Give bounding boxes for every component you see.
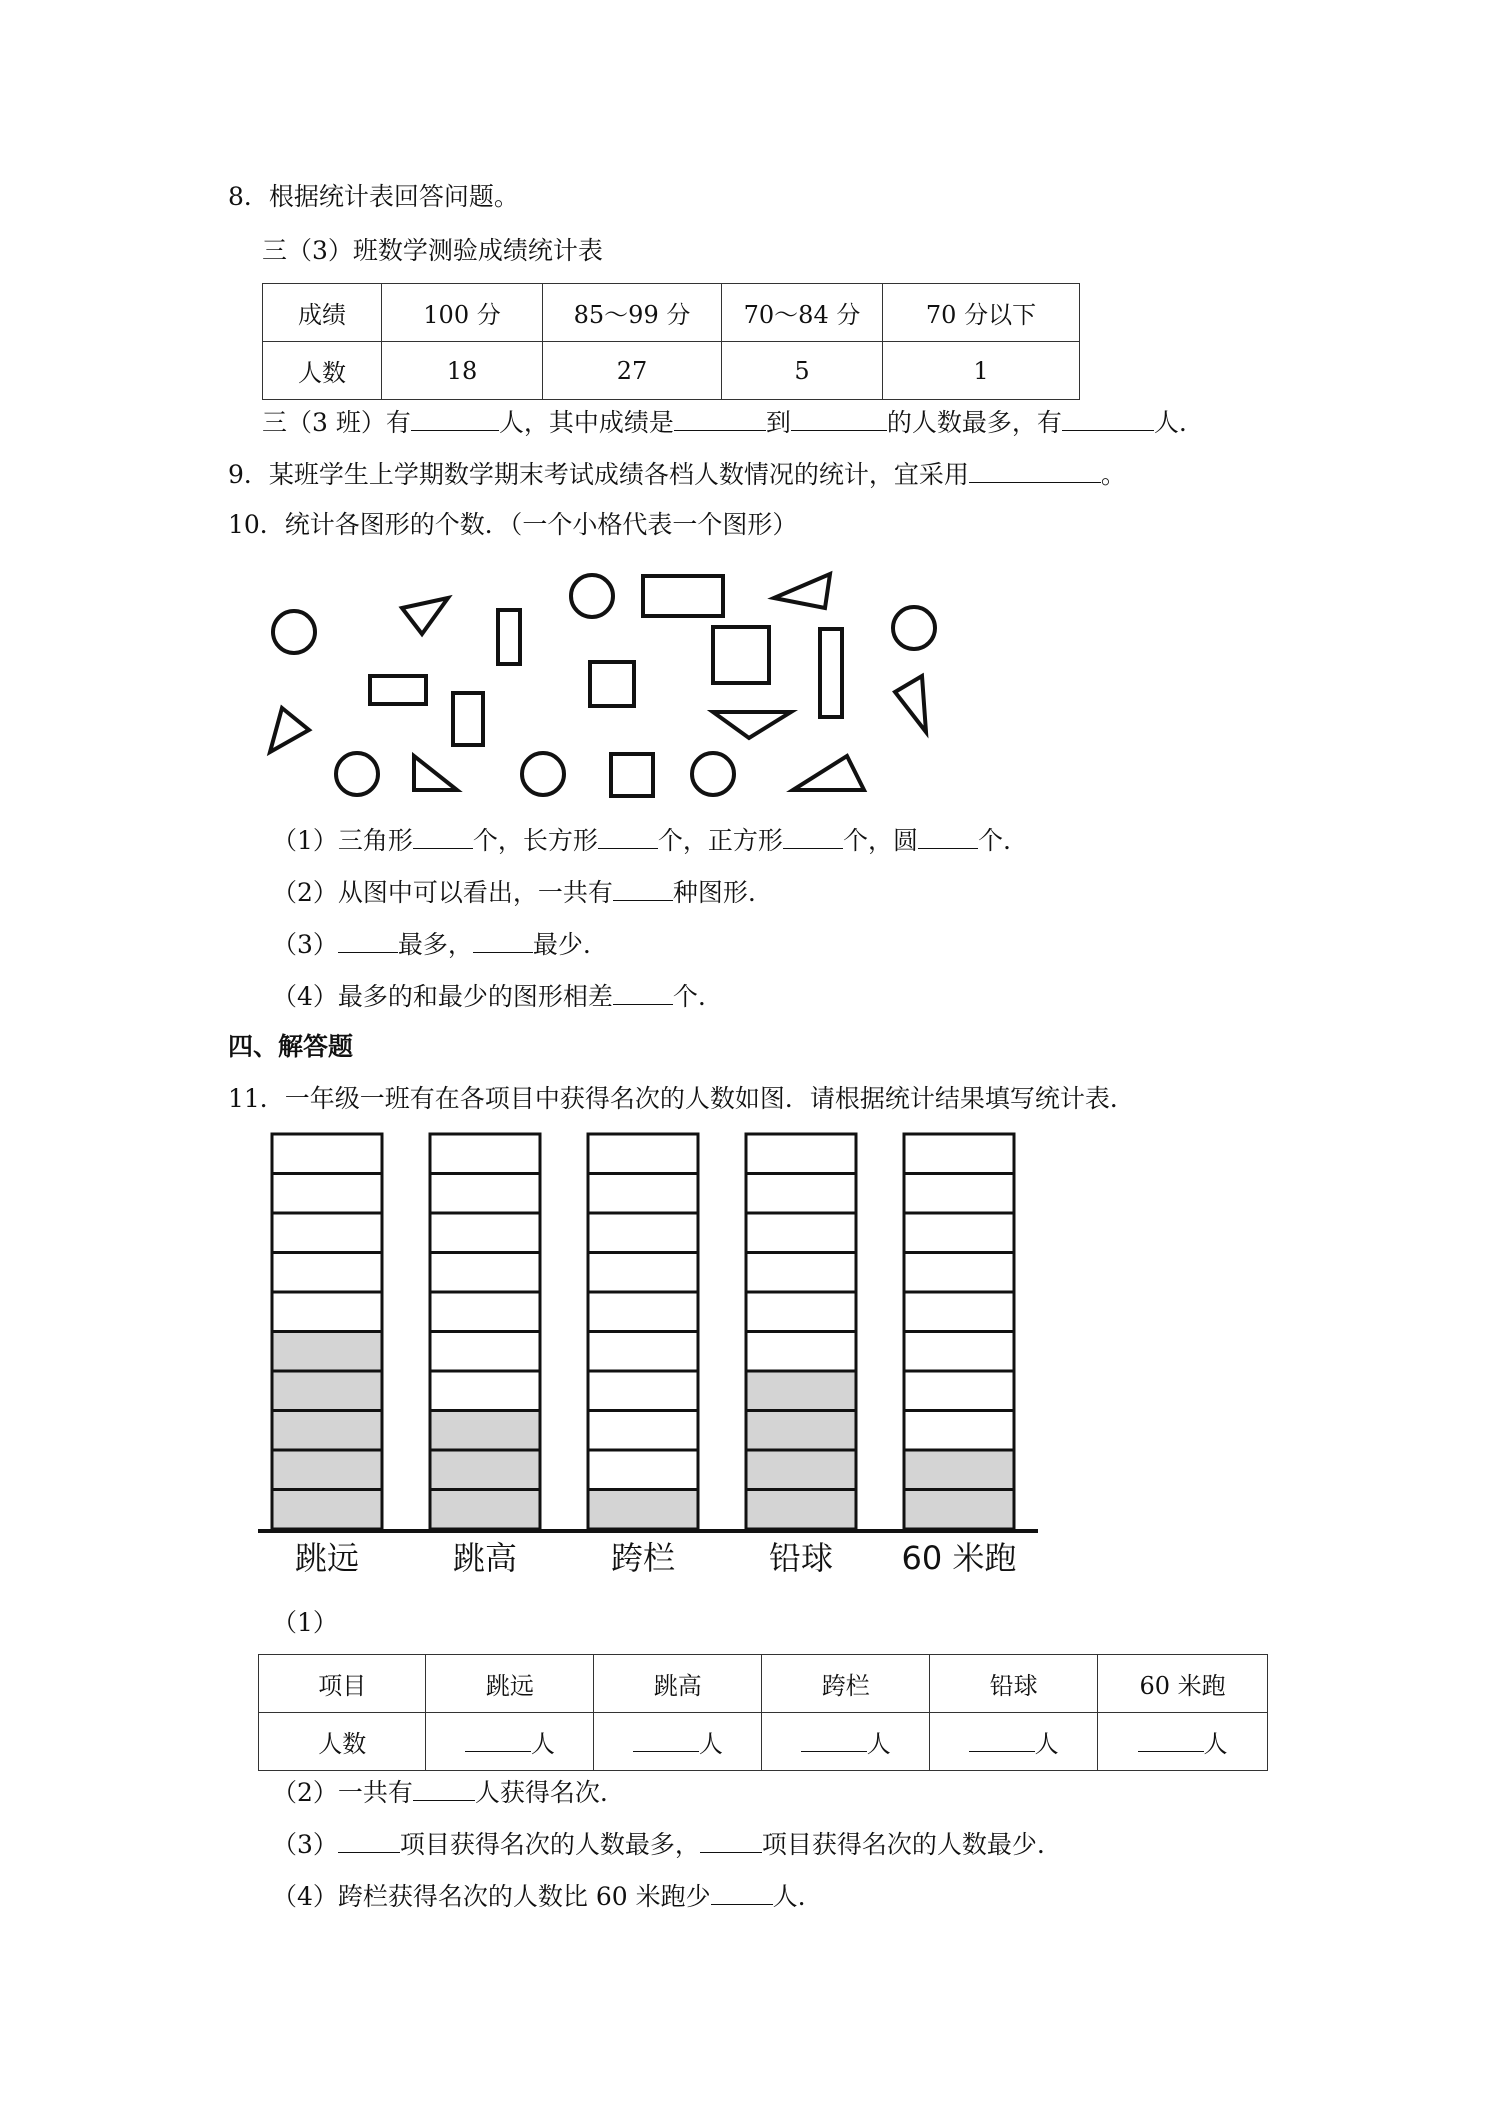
circle-shape [692,753,734,795]
bar-cell-filled [746,1411,856,1451]
circle-shape [273,611,315,653]
q11-text: 项目获得名次的人数最多， [399,1830,700,1859]
q8-fill-text: 人，其中成绩是 [498,408,674,437]
q11-answer-cell[interactable] [762,1713,930,1771]
rectangle-shape [820,629,842,717]
answer-blank[interactable] [674,404,766,431]
q11-text: 人获得名次. [474,1778,608,1807]
rectangle-shape [370,676,426,704]
bar-cell-filled [272,1490,382,1530]
section-heading: 四、解答题 [228,1032,354,1061]
bar-cell-empty [272,1213,382,1253]
answer-blank[interactable] [633,1727,699,1752]
circle-shape [336,753,378,795]
triangle-shape [414,756,457,790]
bar-cell-empty [430,1253,540,1293]
q8-header-cell: 70～84 分 [722,284,883,342]
unit-label: 人 [1034,1730,1059,1758]
bar-cell-filled [430,1490,540,1530]
q11-answer-cell[interactable] [426,1713,594,1771]
bar-cell-filled [272,1411,382,1451]
q8-row-cell: 5 [722,342,883,400]
q8-header-cell: 85～99 分 [543,284,722,342]
bar-cell-empty [746,1213,856,1253]
q11-question: 11．一年级一班有在各项目中获得名次的人数如图．请根据统计结果填写统计表． [228,1084,1135,1113]
bar-cell-empty [588,1174,698,1214]
q11-text: 项目获得名次的人数最少. [761,1830,1045,1859]
bar-cell-empty [430,1371,540,1411]
answer-blank[interactable] [413,822,473,849]
category-label: 跨栏 [610,1539,676,1577]
bar-cell-empty [430,1292,540,1332]
bar-cell-filled [430,1411,540,1451]
q10-text: 个. [977,826,1011,855]
answer-blank[interactable] [413,1774,475,1801]
rectangle-shape [498,610,520,664]
q11-sub4 [272,1878,806,1914]
bar-cell-empty [588,1332,698,1372]
q11-header-cell: 项目 [259,1655,426,1713]
bar-cell-empty [430,1174,540,1214]
bar-cell-empty [904,1134,1014,1174]
bar-cell-empty [588,1411,698,1451]
q10-text: （4）最多的和最少的图形相差 [272,982,613,1011]
q10-text: 个，圆 [842,826,918,855]
bar-cell-filled [746,1450,856,1490]
bar-cell-empty [904,1253,1014,1293]
circle-shape [571,575,613,617]
q11-answer-cell[interactable] [1098,1713,1268,1771]
q11-sub1-label: （1） [272,1608,338,1637]
bar-cell-empty [746,1174,856,1214]
answer-blank[interactable] [791,404,887,431]
answer-blank[interactable] [473,926,533,953]
bar-cell-empty [430,1213,540,1253]
q11-bar-chart [258,1130,1058,1592]
q8-row-cell: 27 [543,342,722,400]
bar-cell-empty [904,1371,1014,1411]
q8-fill-text: 人. [1153,408,1187,437]
bar-cell-empty [746,1134,856,1174]
q8-score-table [262,283,1080,400]
bar-cell-empty [746,1292,856,1332]
q11-header-cell: 跳高 [594,1655,762,1713]
q11-header-cell: 跳远 [426,1655,594,1713]
triangle-shape [793,756,864,790]
q8-header-cell: 70 分以下 [883,284,1080,342]
answer-blank[interactable] [1138,1727,1204,1752]
q8-header-cell: 100 分 [382,284,543,342]
bar-cell-empty [272,1253,382,1293]
answer-blank[interactable] [969,456,1101,483]
q10-sub1 [272,822,1011,858]
answer-blank[interactable] [801,1727,867,1752]
triangle-shape [774,574,830,608]
q11-header-cell: 跨栏 [762,1655,930,1713]
unit-label: 人 [698,1730,723,1758]
q8-row-cell: 人数 [263,342,382,400]
answer-blank[interactable] [338,1826,400,1853]
square-shape [713,627,769,683]
q11-answer-cell[interactable] [930,1713,1098,1771]
bar-cell-empty [904,1411,1014,1451]
bar-cell-empty [272,1292,382,1332]
q11-header-cell: 铅球 [930,1655,1098,1713]
answer-blank[interactable] [969,1727,1035,1752]
answer-blank[interactable] [613,874,673,901]
bar-cell-filled [588,1490,698,1530]
bar-cell-filled [746,1371,856,1411]
q11-sub3 [272,1826,1045,1862]
answer-blank[interactable] [598,822,658,849]
q10-text: 个，正方形 [657,826,783,855]
bar-cell-empty [746,1253,856,1293]
answer-blank[interactable] [613,978,673,1005]
q8-fill-line [262,404,1187,440]
category-label: 跳高 [452,1539,518,1577]
bar-cell-filled [904,1450,1014,1490]
answer-blank[interactable] [411,404,499,431]
answer-blank[interactable] [338,926,398,953]
bar-cell-empty [588,1253,698,1293]
answer-blank[interactable] [465,1727,531,1752]
q9-end: 。 [1100,460,1126,489]
bar-cell-filled [430,1450,540,1490]
bar-cell-empty [746,1332,856,1372]
square-shape [611,754,653,796]
square-shape [590,662,634,706]
q10-text: 最多， [397,930,473,959]
q10-text: 个. [672,982,706,1011]
bar-cell-empty [904,1174,1014,1214]
bar-cell-empty [430,1134,540,1174]
unit-label: 人 [530,1730,555,1758]
q10-question: 10．统计各图形的个数．（一个小格代表一个图形） [228,510,798,539]
bar-cell-empty [272,1174,382,1214]
q11-text: 人. [772,1882,806,1911]
q10-sub2 [272,874,756,910]
q10-text: 种图形. [672,878,756,907]
unit-label: 人 [1203,1730,1228,1758]
category-label: 跳远 [294,1539,360,1577]
answer-blank[interactable] [783,822,843,849]
circle-shape [893,607,935,649]
bar-cell-empty [430,1332,540,1372]
q11-sub2 [272,1774,608,1810]
q11-text: （2）一共有 [272,1778,413,1807]
rectangle-shape [643,576,723,616]
q8-header-cell: 成绩 [263,284,382,342]
bar-cell-empty [588,1134,698,1174]
bar-cell-filled [272,1450,382,1490]
bar-cell-filled [272,1371,382,1411]
q11-text: （4）跨栏获得名次的人数比 60 米跑少 [272,1882,711,1911]
q11-row-label: 人数 [259,1713,426,1771]
rectangle-shape [453,693,483,745]
bar-cell-empty [904,1332,1014,1372]
q10-text: 最少. [532,930,591,959]
q11-result-table [258,1654,1268,1771]
q10-text: （2）从图中可以看出，一共有 [272,878,613,907]
bar-cell-filled [272,1332,382,1372]
answer-blank[interactable] [918,822,978,849]
q10-text: （1）三角形 [272,826,413,855]
q10-sub3 [272,926,591,962]
answer-blank[interactable] [711,1878,773,1905]
q8-fill-text: 到 [765,408,791,437]
q8-question: 8．根据统计表回答问题。 [228,182,519,211]
bar-cell-empty [588,1450,698,1490]
q10-text: 个，长方形 [472,826,598,855]
triangle-shape [270,708,309,752]
q8-fill-text: 三（3 班）有 [262,408,411,437]
q11-text: （3） [272,1830,338,1859]
q9-text: 9．某班学生上学期数学期末考试成绩各档人数情况的统计，宜采用 [228,460,969,489]
bar-cell-empty [588,1213,698,1253]
triangle-shape [713,712,791,738]
bar-cell-empty [904,1213,1014,1253]
unit-label: 人 [866,1730,891,1758]
q11-header-cell: 60 米跑 [1098,1655,1268,1713]
bar-cell-filled [746,1490,856,1530]
category-label: 60 米跑 [901,1539,1017,1577]
q9-question [228,456,1126,492]
q8-row-cell: 18 [382,342,543,400]
bar-cell-empty [588,1292,698,1332]
answer-blank[interactable] [1062,404,1154,431]
q11-answer-cell[interactable] [594,1713,762,1771]
q8-fill-text: 的人数最多，有 [886,408,1062,437]
category-label: 铅球 [768,1539,834,1577]
bar-cell-empty [588,1371,698,1411]
bar-cell-filled [904,1490,1014,1530]
triangle-shape [895,676,926,732]
answer-blank[interactable] [700,1826,762,1853]
bar-cell-empty [904,1292,1014,1332]
q10-text: （3） [272,930,338,959]
shapes-figure [258,560,970,810]
circle-shape [522,753,564,795]
bar-cell-empty [272,1134,382,1174]
q8-row-cell: 1 [883,342,1080,400]
q10-sub4 [272,978,706,1014]
q8-table-title: 三（3）班数学测验成绩统计表 [262,236,603,265]
triangle-shape [402,598,448,634]
